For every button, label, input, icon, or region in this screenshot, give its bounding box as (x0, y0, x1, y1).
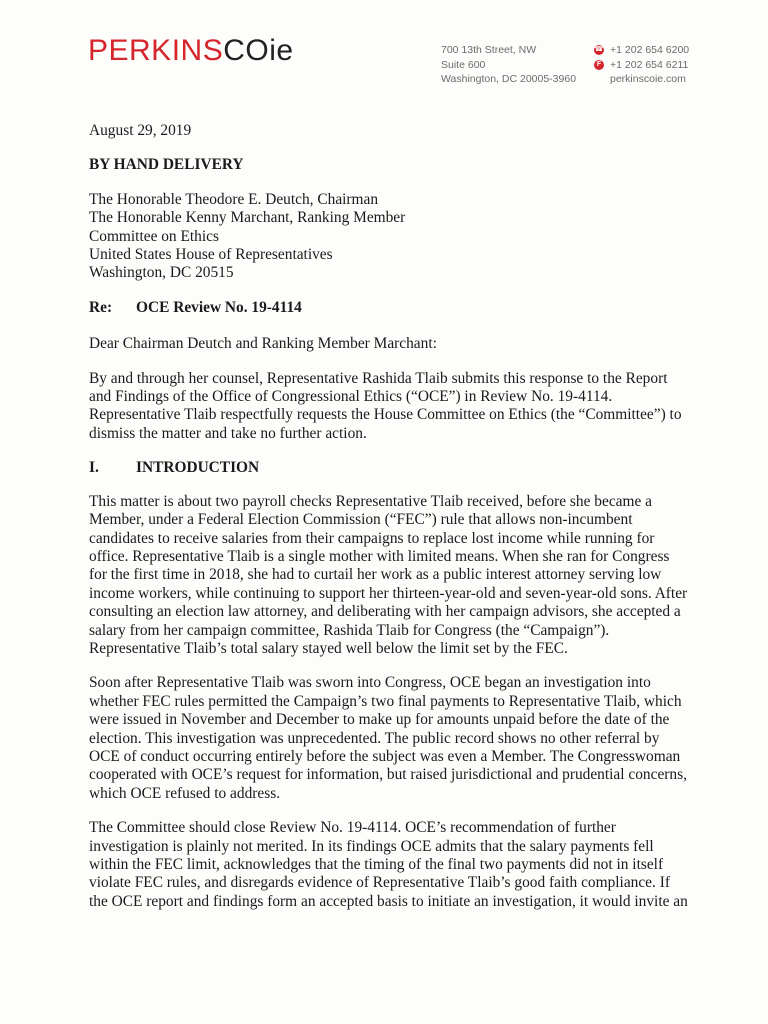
delivery-method: BY HAND DELIVERY (89, 156, 244, 174)
recipient-block (89, 191, 689, 283)
phone-row (594, 43, 689, 58)
body-paragraph: The Committee should close Review No. 19-4114. OCE’s recommendation of further investigation is plainly not merited. In its findings OCE admits that the salary payments fell within the FEC limit, acknowledges that the timing of the final two payments did not in itself violate FEC rules, and disregards evidence of Representative Tlaib’s good faith compliance. If the OCE report and findings form an accepted basis to initiate an investigation, it would invite an (89, 819, 688, 910)
recipient-line: United States House of Representatives (89, 246, 333, 264)
recipient-line: Committee on Ethics (89, 227, 219, 245)
address-line: 700 13th Street, NW (441, 44, 537, 56)
section-number: I. (89, 459, 99, 477)
subject-label: Re: (89, 298, 113, 316)
recipient-line: The Honorable Theodore E. Deutch, Chairman (89, 190, 379, 208)
salutation: Dear Chairman Deutch and Ranking Member Marchant: (89, 335, 437, 353)
website: perkinscoie.com (610, 73, 686, 85)
body-paragraph: Soon after Representative Tlaib was sworn into Congress, OCE began an investigation into whether FEC rules permitted the Campaign’s two final payments to Representative Tlaib, which were issued in November and December to make up for amounts unpaid before the date of the election. This investigation was unprecedented. The public record shows no other referral by OCE of conduct occurring entirely before the subject was even a Member. The Congresswoman cooperated with OCE’s request for information, but raised jurisdictional and prudential concerns, which OCE refused to address. (89, 674, 687, 802)
recipient-line: The Honorable Kenny Marchant, Ranking Member (89, 209, 406, 227)
firm-contact (594, 43, 689, 87)
intro-paragraph: By and through her counsel, Representative Rashida Tlaib submits this response to the Report and Findings of the Office of Congressional Ethics (“OCE”) in Review No. 19-4114. Representative Tlaib respectfully requests the House Committee on Ethics (the “Committee”) to dismiss the matter and take no further action. (89, 369, 682, 442)
logo-part-1: PERKINS (88, 34, 224, 67)
body-paragraph: This matter is about two payroll checks Representative Tlaib received, before she became a Member, under a Federal Election Commission (“FEC”) rule that allows non-incumbent candidates to receive salaries from their campaigns to replace lost income while running for office. Representative Tlaib is a single mother with limited means. When she ran for Congress for the first time in 2018, she had to curtail her work as a public interest attorney serving low income workers, while continuing to support her thirteen-year-old and seven-year-old sons. After consulting an election law attorney, and deliberating with her campaign advisors, she accepted a salary from her campaign committee, Rashida Tlaib for Congress (the “Campaign”). Representative Tlaib’s total salary stayed well below the limit set by the FEC. (89, 492, 688, 657)
letter-body (89, 122, 689, 927)
section-title: INTRODUCTION (136, 459, 260, 477)
fax-icon: F (594, 60, 604, 70)
phone-icon: ☎ (594, 46, 604, 54)
section-heading (89, 459, 689, 477)
fax-number: +1 202 654 6211 (610, 58, 689, 71)
recipient-line: Washington, DC 20515 (89, 264, 234, 282)
fax-row (594, 58, 689, 73)
address-line: Washington, DC 20005-3960 (441, 73, 577, 85)
firm-logo (88, 36, 294, 66)
subject-line (89, 299, 689, 317)
website-row (594, 72, 689, 87)
subject-text: OCE Review No. 19-4114 (136, 298, 302, 316)
logo-part-2: COie (223, 34, 294, 67)
firm-address (441, 43, 576, 87)
address-line: Suite 600 (441, 58, 486, 71)
phone-number: +1 202 654 6200 (610, 44, 690, 56)
letter-date: August 29, 2019 (89, 122, 192, 139)
